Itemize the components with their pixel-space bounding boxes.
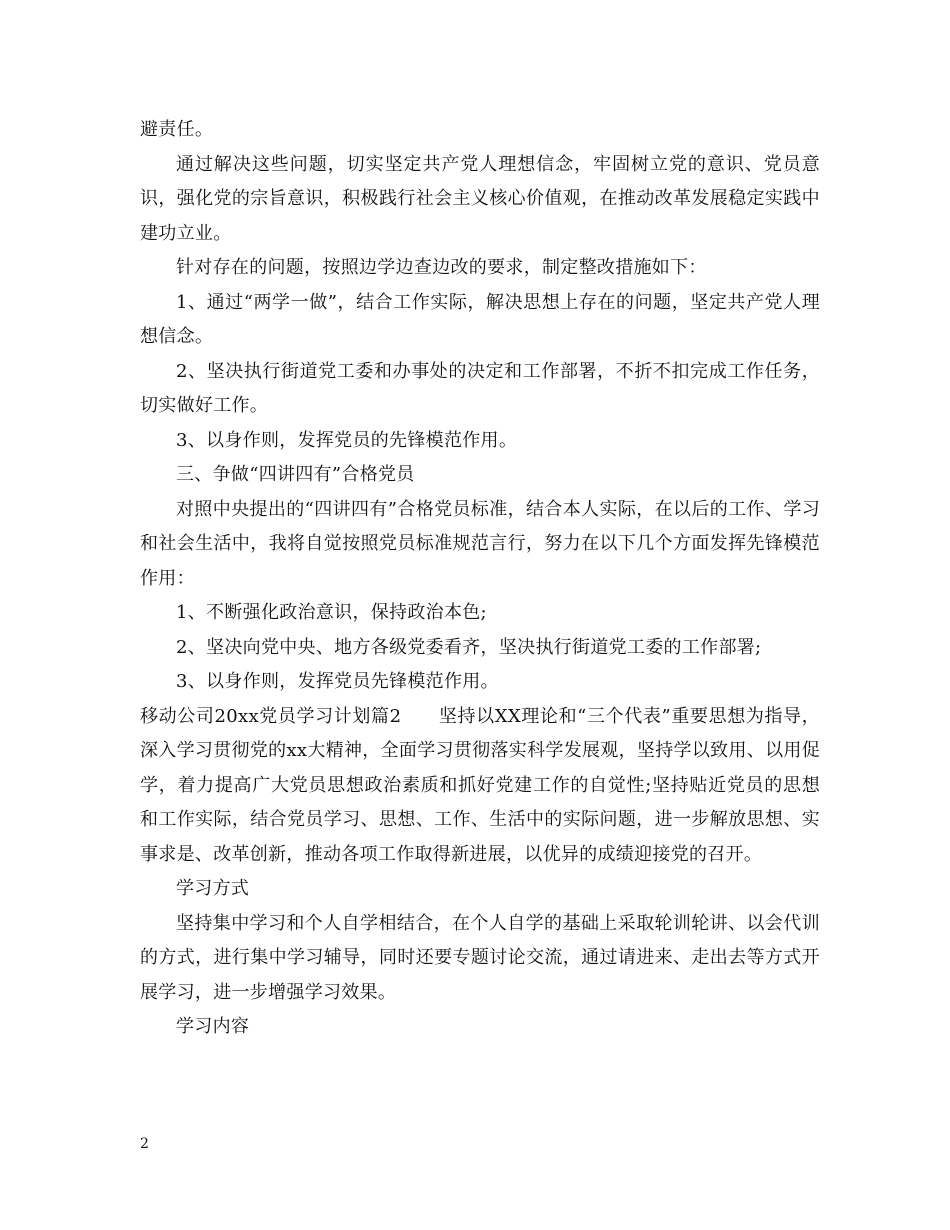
list-item: 3、以身作则，发挥党员的先锋模范作用。 [176, 429, 518, 451]
paragraph: 针对存在的问题，按照边学边查边改的要求，制定整改措施如下： [176, 257, 707, 278]
paragraph: 通过解决这些问题，切实坚定共产党人理想信念，牢固树立党的意识、党员意识，强化党的宗旨意识，积极践行社会主义核心价值观，在推动改革发展稳定实践中建功立业。 [140, 153, 820, 244]
paragraph: 坚持集中学习和个人自学相结合，在个人自学的基础上采取轮训轮讲、以会代训的方式，进行集中学习辅导，同时还要专题讨论交流，通过请进来、走出去等方式开展学习，进一步增强学习效果。 [140, 912, 820, 1003]
document-body [140, 113, 820, 1045]
paragraph: 避责任。 [140, 119, 214, 140]
section-heading: 学习方式 [176, 878, 250, 899]
list-item: 1、不断强化政治意识，保持政治本色; [176, 602, 487, 623]
list-item: 1、通过“两学一做”，结合工作实际，解决思想上存在的问题，坚定共产党人理想信念。 [140, 291, 820, 347]
section-heading: 学习内容 [176, 1016, 250, 1037]
paragraph: 移动公司20xx党员学习计划篇2 坚持以XX理论和“三个代表”重要思想为指导，深入学习贯彻党的xx大精神，全面学习贯彻落实科学发展观，坚持学以致用、以用促学，着力提高广大党员思想政治素质和抓好党建工作的自觉性;坚持贴近党员的思想和工作实际，结合党员学习、思想、工作、生活中的实际问题，进一步解放思想、实事求是、改革创新，推动各项工作取得新进展，以优异的成绩迎接党的召开。 [140, 705, 820, 865]
page-number: 2 [140, 1136, 149, 1152]
list-item: 2、坚决执行街道党工委和办事处的决定和工作部署，不折不扣完成工作任务，切实做好工作。 [140, 360, 820, 416]
list-item: 2、坚决向党中央、地方各级党委看齐，坚决执行街道党工委的工作部署; [176, 636, 762, 658]
section-heading: 三、争做“四讲四有”合格党员 [176, 464, 415, 485]
paragraph: 对照中央提出的“四讲四有”合格党员标准，结合本人实际，在以后的工作、学习和社会生活中，我将自觉按照党员标准规范言行，努力在以下几个方面发挥先锋模范作用： [140, 498, 820, 589]
list-item: 3、以身作则，发挥党员先锋模范作用。 [176, 671, 499, 692]
